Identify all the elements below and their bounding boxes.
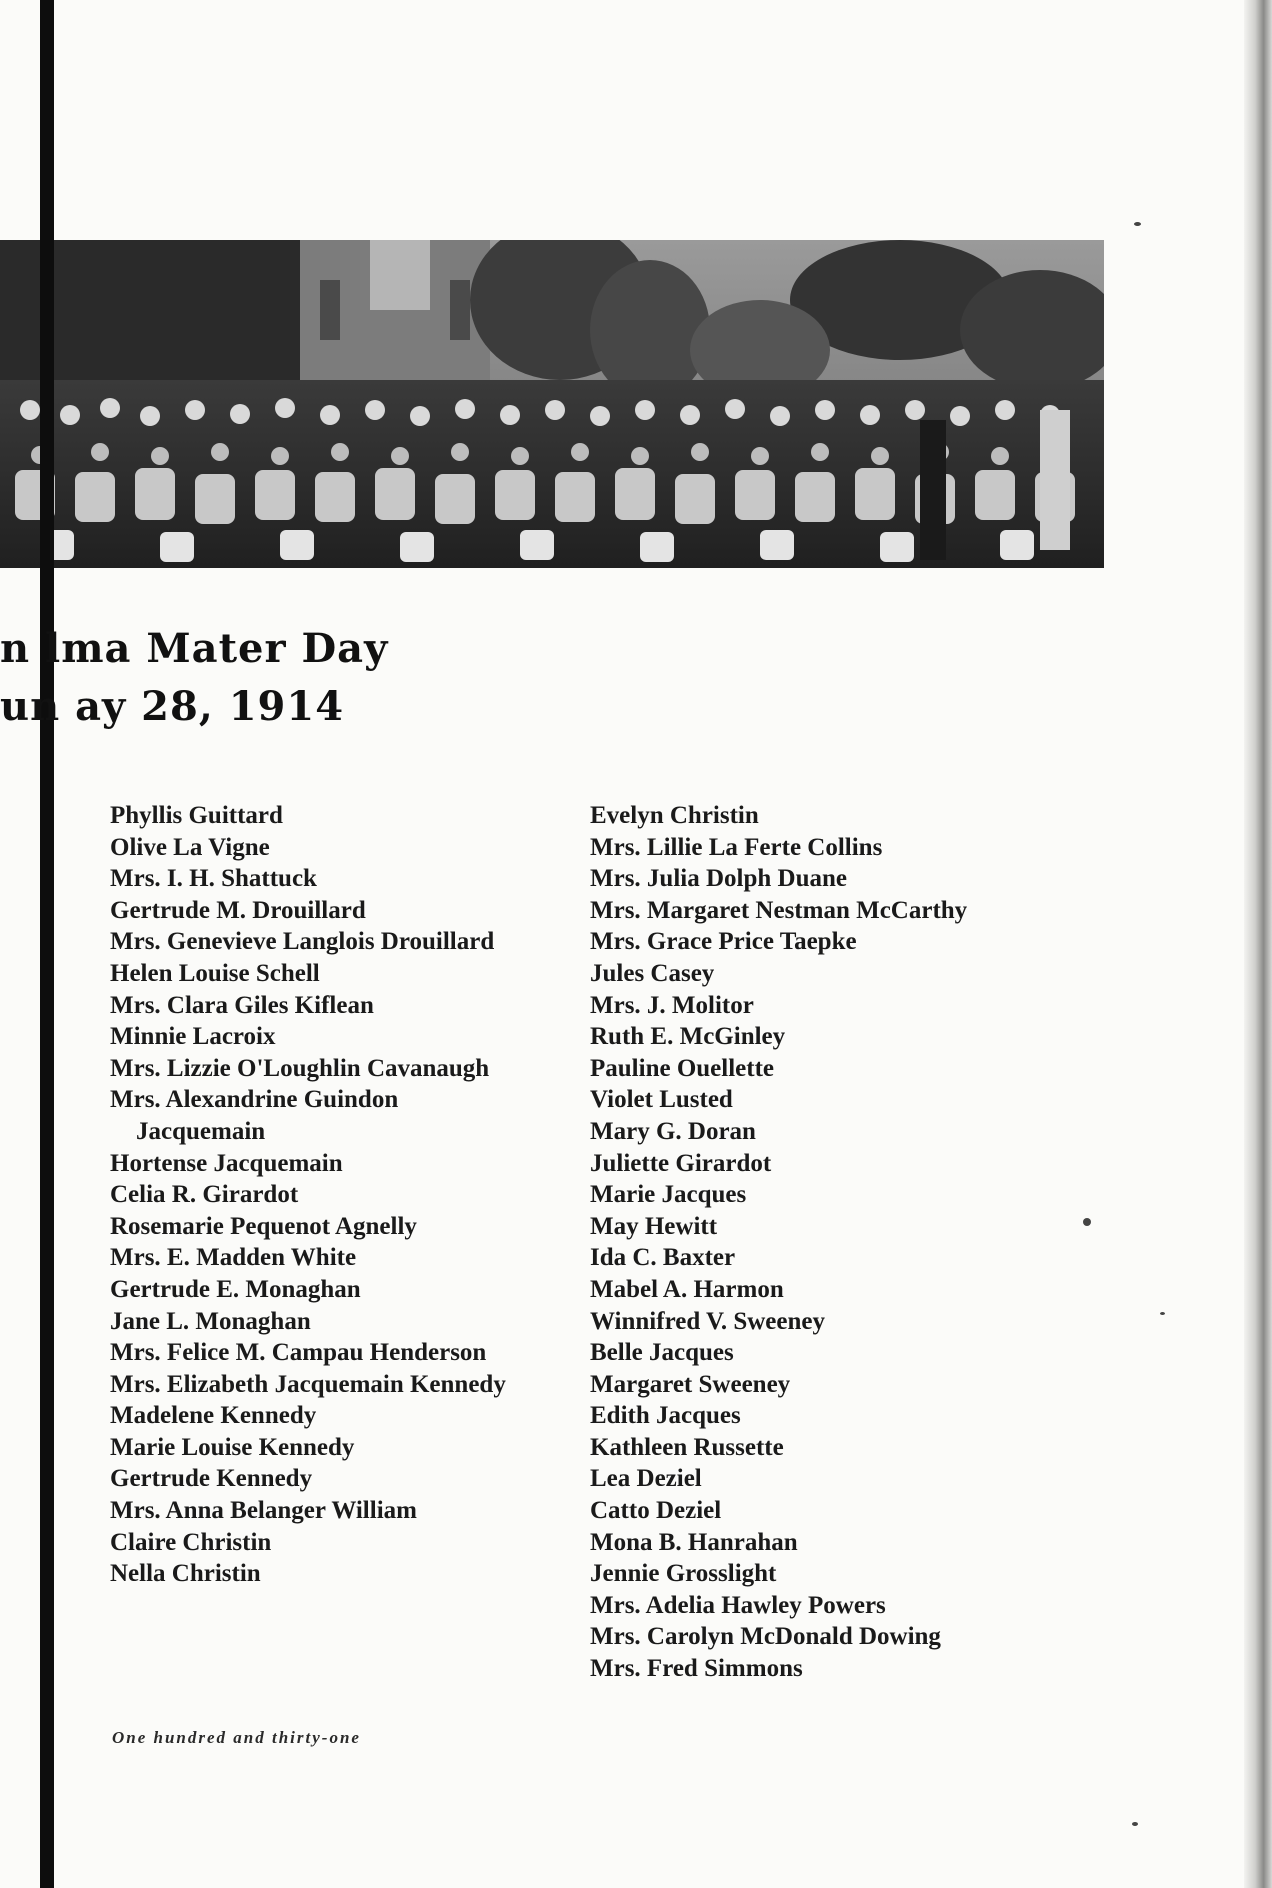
- name-entry: Mrs. Elizabeth Jacquemain Kennedy: [110, 1370, 506, 1398]
- ink-speck: [1160, 1312, 1165, 1315]
- page-edge-shadow: [1244, 0, 1272, 1888]
- name-entry: Juliette Girardot: [590, 1149, 772, 1177]
- name-entry: Edith Jacques: [590, 1402, 741, 1430]
- name-entry: Jules Casey: [590, 959, 715, 987]
- heading-line-1: n lma Mater Day: [0, 625, 389, 672]
- name-entry: Mrs. Julia Dolph Duane: [590, 865, 847, 893]
- name-entry: Pauline Ouellette: [590, 1054, 774, 1082]
- name-entry: Marie Louise Kennedy: [110, 1433, 355, 1461]
- name-entry: Gertrude Kennedy: [110, 1465, 313, 1493]
- name-entry: Evelyn Christin: [590, 802, 759, 829]
- name-entry: Mrs. Clara Giles Kiflean: [110, 991, 374, 1019]
- name-entry: Mabel A. Harmon: [590, 1275, 784, 1303]
- name-entry: Lea Deziel: [590, 1465, 702, 1493]
- name-entry: Mrs. I. H. Shattuck: [110, 865, 317, 893]
- group-photograph: [0, 240, 1104, 568]
- name-entry: Violet Lusted: [590, 1086, 733, 1114]
- name-entry: Kathleen Russette: [590, 1433, 784, 1461]
- name-entry: Mrs. Genevieve Langlois Drouillard: [110, 928, 495, 956]
- name-entry: Hortense Jacquemain: [110, 1149, 343, 1177]
- name-entry: Ida C. Baxter: [590, 1244, 736, 1272]
- ink-speck: [1132, 1822, 1138, 1826]
- heading-line-2: un ay 28, 1914: [0, 683, 345, 730]
- name-entry: Mrs. Grace Price Taepke: [590, 928, 857, 956]
- names-list-left: [110, 800, 530, 1590]
- name-entry: Mona B. Hanrahan: [590, 1528, 798, 1556]
- name-entry: Ruth E. McGinley: [590, 1023, 786, 1051]
- name-entry: Minnie Lacroix: [110, 1023, 276, 1051]
- ink-speck: [1083, 1218, 1091, 1226]
- name-entry: Mrs. Felice M. Campau Henderson: [110, 1339, 487, 1367]
- name-entry: Marie Jacques: [590, 1181, 747, 1209]
- name-entry: Catto Deziel: [590, 1497, 722, 1525]
- name-entry: Rosemarie Pequenot Agnelly: [110, 1212, 417, 1240]
- name-entry: Winnifred V. Sweeney: [590, 1307, 825, 1335]
- name-entry: Mrs. Lizzie O'Loughlin Cavanaugh: [110, 1054, 490, 1082]
- name-entry: Mrs. Adelia Hawley Powers: [590, 1591, 886, 1619]
- name-entry: Belle Jacques: [590, 1339, 734, 1367]
- page-heading: [0, 620, 388, 736]
- binding-gutter-bar: [40, 0, 54, 1888]
- name-entry: Mrs. Margaret Nestman McCarthy: [590, 896, 968, 924]
- names-list-right: [590, 800, 1010, 1685]
- name-entry: May Hewitt: [590, 1212, 718, 1240]
- name-entry: Mrs. Lillie La Ferte Collins: [590, 833, 883, 861]
- name-entry: Celia R. Girardot: [110, 1181, 299, 1209]
- page-number: One hundred and thirty-one: [112, 1728, 361, 1747]
- ink-speck: [1134, 222, 1141, 226]
- name-entry: Helen Louise Schell: [110, 959, 320, 987]
- name-entry: Mary G. Doran: [590, 1117, 756, 1145]
- name-entry: Jane L. Monaghan: [110, 1307, 311, 1335]
- name-entry: Margaret Sweeney: [590, 1370, 791, 1398]
- name-entry: Claire Christin: [110, 1528, 272, 1556]
- name-entry: Olive La Vigne: [110, 833, 270, 861]
- name-entry: Madelene Kennedy: [110, 1402, 317, 1430]
- name-entry: Mrs. Alexandrine Guindon Jacquemain: [110, 1086, 399, 1145]
- name-entry: Mrs. Anna Belanger William: [110, 1497, 417, 1525]
- name-entry: Mrs. J. Molitor: [590, 991, 754, 1019]
- name-entry: Gertrude E. Monaghan: [110, 1275, 361, 1303]
- name-entry: Phyllis Guittard: [110, 802, 283, 829]
- name-entry: Mrs. Carolyn McDonald Dowing: [590, 1623, 941, 1651]
- name-entry: Mrs. E. Madden White: [110, 1244, 357, 1272]
- name-entry: Gertrude M. Drouillard: [110, 896, 366, 924]
- name-entry: Jennie Grosslight: [590, 1560, 777, 1588]
- name-entry: Nella Christin: [110, 1560, 261, 1588]
- name-entry: Mrs. Fred Simmons: [590, 1655, 803, 1683]
